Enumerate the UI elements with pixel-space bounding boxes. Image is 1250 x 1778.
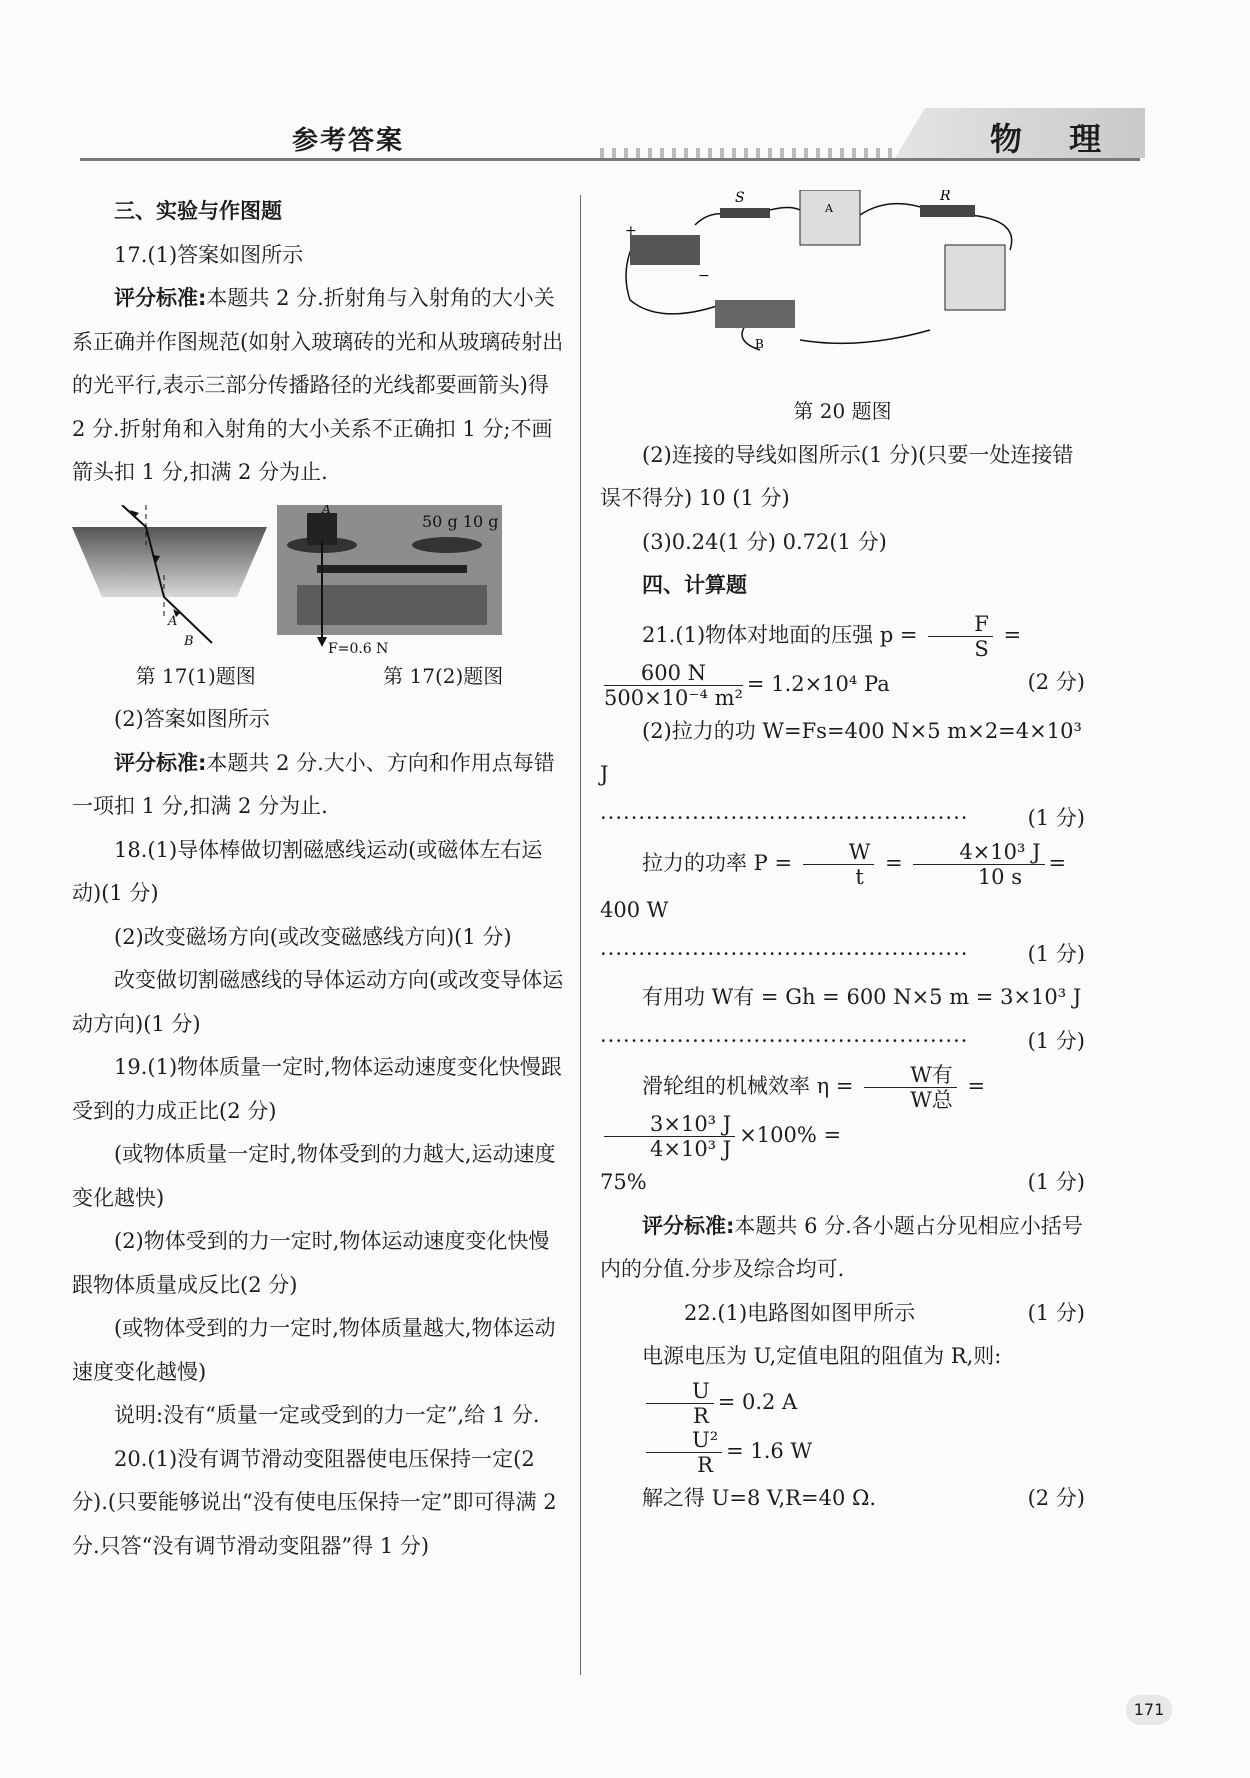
force-label: F=0.6 N (328, 640, 389, 655)
frac-num: U² (646, 1428, 722, 1453)
rheostat-B: B (755, 337, 764, 351)
caption-17-2: 第 17(2)题图 (383, 663, 504, 688)
q19-note: 说明:没有“质量一定或受到的力一定”,给 1 分. (114, 1403, 540, 1427)
q22-1-row (600, 1292, 1085, 1336)
wire-4 (860, 204, 930, 215)
q21-1-result (600, 661, 1085, 710)
right-pan (412, 537, 482, 553)
eff-result: ×100% = (739, 1123, 842, 1147)
power-result: = 400 W (600, 851, 1067, 922)
Wy-over-Wz (864, 1063, 957, 1112)
figure-17-captions (72, 655, 567, 699)
eff-value: 75% (600, 1170, 647, 1194)
U-over-R (646, 1379, 714, 1428)
glass-brick (72, 527, 267, 597)
grade17-2 (72, 742, 567, 829)
score: (1 分) (1027, 941, 1085, 966)
q22-text: 电源电压为 U,定值电阻的阻值为 R,则: (642, 1344, 1002, 1368)
eff-label: 滑轮组的机械效率 η = (642, 1074, 854, 1098)
plus-sign: + (625, 223, 637, 239)
header-rule (80, 158, 1140, 161)
frac-num: 4×10³ J (913, 840, 1044, 865)
grade21 (600, 1205, 1085, 1292)
frac-den: W总 (910, 1088, 953, 1112)
frac-den: 4×10³ J (650, 1137, 732, 1161)
eff-fraction (604, 1112, 735, 1161)
grade-text: 本题共 2 分.大小、方向和作用点每错一项扣 1 分,扣满 2 分为止. (72, 750, 555, 818)
label-A2: A (322, 504, 331, 516)
q17-2: (2)答案如图所示 (114, 707, 270, 731)
score: (2 分) (1027, 1485, 1085, 1510)
frac-den: 500×10⁻⁴ m² (604, 685, 743, 710)
grade17-1 (72, 277, 567, 495)
useful-work: 有用功 W有 = Gh = 600 N×5 m = 3×10³ J (642, 985, 1082, 1009)
W-over-t (803, 840, 875, 889)
left-column (72, 190, 567, 1568)
grade-label: 评分标准: (114, 750, 207, 775)
switch (720, 208, 770, 218)
efficiency-line: 滑轮组的机械效率 η = $\frac{\text{W有}}{\text{W总}}$ = $\frac{\text{3×10³ J}}{\text{4×10³ J}}$ ×100% = (600, 1063, 1085, 1161)
frac-num: 3×10³ J (604, 1112, 735, 1137)
q20-3: (3)0.24(1 分) 0.72(1 分) (642, 529, 887, 554)
q21-2: (2)拉力的功 W=Fs=400 N×5 m×2=4×10³ J (600, 718, 1082, 786)
eff-value-row (600, 1161, 1085, 1205)
pressure-fraction (604, 661, 743, 710)
q19-2b: (或物体受到的力一定时,物体质量越大,物体运动速度变化越慢) (72, 1316, 556, 1384)
balance-beam (317, 565, 467, 573)
F-over-S (928, 612, 993, 661)
eq2-result: = 1.6 W (726, 1438, 813, 1463)
q19-2: (2)物体受到的力一定时,物体运动速度变化快慢跟物体质量成反比(2 分) (72, 1229, 550, 1297)
frac-num: W (803, 840, 875, 865)
right-column (600, 190, 1085, 1520)
frac-num: W有 (864, 1063, 957, 1088)
q19-1b: (或物体质量一定时,物体受到的力越大,运动速度变化越快) (72, 1142, 556, 1210)
caption-17-1: 第 17(1)题图 (135, 663, 256, 688)
figure-17-svg (72, 505, 567, 655)
label-B: B (184, 633, 194, 649)
figure-20 (600, 190, 1085, 390)
frac-num: F (928, 612, 993, 637)
pressure-result: = 1.2×10⁴ Pa (746, 671, 890, 696)
grade-label: 评分标准: (114, 286, 207, 310)
frac-num: U (646, 1379, 714, 1404)
voltmeter (945, 245, 1005, 310)
q21-1: 21.(1)物体对地面的压强 p = $\frac{F}{S}$ = (642, 611, 1022, 661)
q21-1-text: 21.(1)物体对地面的压强 p = (642, 622, 918, 647)
q17-1: 17.(1)答案如图所示 (114, 242, 304, 267)
circuit-svg (600, 190, 1085, 390)
force-arrowhead (317, 637, 327, 647)
q18-3: 改变做切割磁感线的导体运动方向(或改变导体运动方向)(1 分) (72, 968, 564, 1036)
power-line: 拉力的功率 P = $\frac{W}{t}$ = $\frac{\text{4×10³ J}}{10 s}$ = 400 W (600, 840, 1067, 922)
grade-text: 本题共 2 分.折射角与入射角的大小关系正确并作图规范(如射入玻璃砖的光和从玻璃砖射出的光平行,表示三部分传播路径的光线都要画箭头)得 2 分.折射角和入射角的大小关系不正确扣 1 分;不画箭头扣 1 分,扣满 2 分为止. (72, 286, 564, 484)
header-title: 参考答案 (292, 126, 405, 156)
score-row: ················································ (1 分) (600, 933, 1085, 977)
weights-label: 50 g 10 g (422, 511, 499, 531)
label-A: A (168, 613, 178, 629)
column-divider (580, 195, 581, 1675)
battery (630, 235, 700, 265)
switch-label: S (735, 190, 745, 206)
eq1-result: = 0.2 A (717, 1389, 798, 1414)
caption-20: 第 20 题图 (793, 399, 892, 423)
q22-eq2 (600, 1428, 1085, 1477)
wire-5 (800, 330, 930, 343)
grade-label: 评分标准: (642, 1213, 735, 1238)
frac-den: R (697, 1452, 713, 1477)
q22-solution: 解之得 U=8 V,R=40 Ω. (642, 1485, 877, 1510)
q18-2: (2)改变磁场方向(或改变磁感线方向)(1 分) (114, 924, 512, 949)
score: (1 分) (1027, 805, 1085, 830)
balance-base (297, 585, 487, 625)
score: (1 分) (1027, 1300, 1085, 1325)
q22-solution-row (600, 1477, 1085, 1521)
score: (2 分) (1027, 669, 1085, 694)
resistor (920, 205, 975, 217)
section-4-heading: 四、计算题 (642, 573, 747, 597)
score-row: ················································ (1 分) (600, 797, 1085, 841)
q18-1: 18.(1)导体棒做切割磁感线运动(或磁体左右运动)(1 分) (72, 837, 543, 905)
q22-eq1 (600, 1379, 1085, 1428)
block-A (307, 513, 337, 545)
wire-3 (770, 208, 800, 211)
rheostat (715, 300, 795, 328)
score: (1 分) (1027, 1170, 1085, 1194)
score-row: ················································ (1 分) (600, 1020, 1085, 1064)
frac-den: R (692, 1403, 709, 1428)
q20-1: 20.(1)没有调节滑动变阻器使电压保持一定(2 分).(只要能够说出“没有使电压保持一定”即可得满 2 分.只答“没有调节滑动变阻器”得 1 分) (72, 1446, 557, 1558)
ammeter (800, 190, 860, 245)
q19-1: 19.(1)物体质量一定时,物体运动速度变化快慢跟受到的力成正比(2 分) (72, 1055, 562, 1123)
frac-den: S (974, 636, 989, 661)
ammeter-A: A (825, 202, 833, 215)
frac-den: t (855, 865, 864, 889)
power-label: 拉力的功率 P = (642, 851, 793, 875)
grade-text: 本题共 6 分.各小题占分见相应小括号内的分值.分步及综合均可. (600, 1213, 1083, 1281)
score: (1 分) (1027, 1028, 1085, 1053)
q20-2: (2)连接的导线如图所示(1 分)(只要一处连接错误不得分) 10 (1 分) (600, 442, 1074, 510)
power-fraction (913, 840, 1044, 889)
minus-sign: − (698, 268, 710, 284)
resistor-label: R (940, 190, 951, 204)
frac-den: 10 s (977, 865, 1022, 889)
page-number: 171 (1126, 1695, 1172, 1725)
header-subject: 物 理 (990, 120, 1120, 158)
section-3-heading: 三、实验与作图题 (114, 199, 282, 223)
figure-17 (72, 505, 567, 655)
U2-over-R (646, 1428, 722, 1477)
q22-1: 22.(1)电路图如图甲所示 (684, 1300, 916, 1325)
frac-num: 600 N (604, 661, 743, 686)
